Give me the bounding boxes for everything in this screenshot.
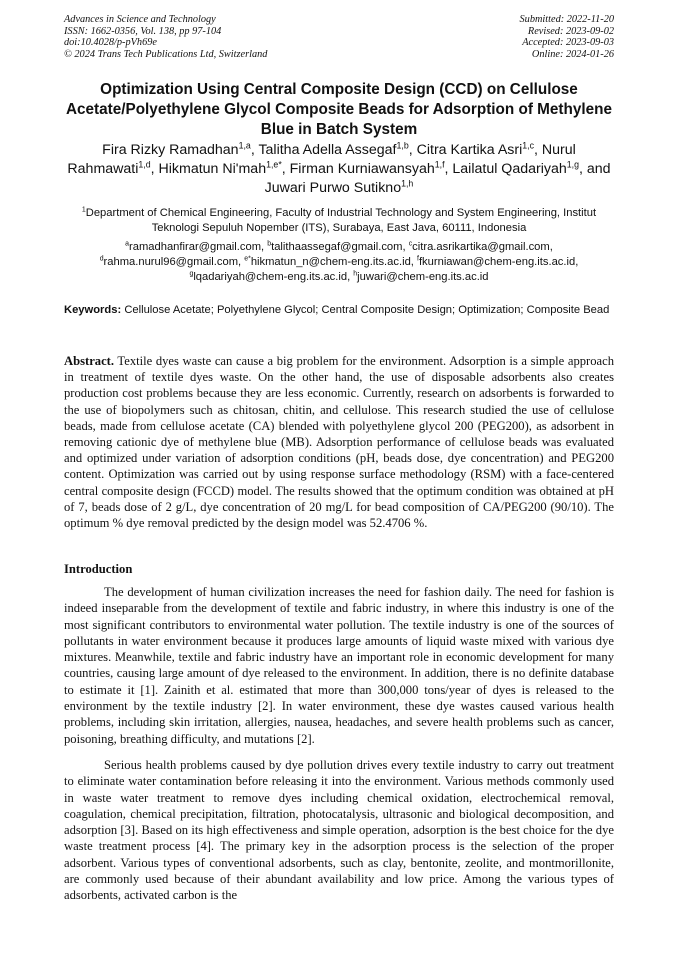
author-affiliation-marker: 1,g (566, 159, 579, 170)
email-address[interactable]: fkurniawan@chem-eng.its.ac.id (418, 256, 576, 268)
email-marker: e* (244, 255, 251, 263)
email-marker: b (267, 240, 272, 248)
author-name: Talitha Adella Assegaf (258, 142, 397, 158)
author-affiliation-marker: 1,d (138, 159, 151, 170)
date-accepted: Accepted: 2023-09-03 (522, 37, 614, 48)
email-marker: c (408, 240, 413, 248)
introduction-heading: Introduction (64, 562, 133, 576)
author-affiliation-marker: 1,e* (266, 159, 282, 170)
submission-dates (520, 14, 614, 60)
affiliation-text: Department of Chemical Engineering, Faculty of Industrial Technology and System Engineering, Institut Teknologi Sepuluh Nopember (ITS), Surabaya, East Java, 60111, Indonesia (85, 207, 597, 234)
email-address[interactable]: juwari@chem-eng.its.ac.id (357, 271, 489, 283)
keywords-label: Keywords: (64, 304, 122, 316)
author-affiliation-marker: 1,c (522, 140, 535, 151)
journal-doi: doi:10.4028/p-pVh69e (64, 37, 157, 48)
introduction-paragraph-2: Serious health problems caused by dye pollution drives every textile industry to carry out treatment to eliminate water contamination before releasing it into the environment. Various methods commonly used in waste water treatment to remove dyes including chemical oxidation, electrochemical removal, coagulation, chemical precipitation, filtration, photocatalysis, ultrasonic and biological decomposition, and adsorption [3]. Based on its high effectiveness and simple operation, adsorption is the best choice for the dye waste treatment process [4]. The primary key in the adsorption process is the selection of the proper adsorbent. Various types of conventional adsorbents, such as clay, bentonite, zeolite, and montmorillonite, are commonly used because of their abundant availability and low price. Among the various types of adsorbents, activated carbon is the (64, 758, 614, 903)
author-name: Fira Rizky Ramadhan (102, 142, 239, 158)
author-affiliation-marker: 1,a (238, 140, 251, 151)
email-address[interactable]: ramadhanfirar@gmail.com (129, 241, 262, 253)
abstract (64, 353, 614, 531)
date-submitted: Submitted: 2022-11-20 (519, 14, 614, 25)
email-address[interactable]: talithaassegaf@gmail.com (271, 241, 403, 253)
author-name: Juwari Purwo Sutikno (264, 180, 402, 196)
journal-name: Advances in Science and Technology (64, 14, 216, 25)
email-list: $^a$ramadhanfirar@gmail.com, $^b$talithaassegaf@gmail.com, $^c$citra.asrikartika@gmail.com, $^d$rahma.nurul96@gmail.com, $^{e*}$hikmatun_n@chem-eng.its.ac.id, $^f$fkurniawan@chem-eng.its.ac.id, $^g$lqadariyah@chem-eng.its.ac.id, $^h$juwari@chem-eng.its.ac.id (99, 240, 579, 283)
email-address[interactable]: lqadariyah@chem-eng.its.ac.id (193, 271, 348, 283)
author-affiliation-marker: 1,b (396, 140, 409, 151)
email-marker: d (99, 255, 104, 263)
date-revised: Revised: 2023-09-02 (527, 25, 614, 37)
author-name: Lailatul Qadariyah (452, 161, 567, 177)
email-address[interactable]: citra.asrikartika@gmail.com (412, 241, 550, 253)
email-marker: f (417, 255, 419, 263)
affiliation (64, 206, 614, 236)
keywords (64, 303, 614, 318)
paper-title: Optimization Using Central Composite Design (CCD) on Cellulose Acetate/Polyethylene Glycol Composite Beads for Adsorption of Methylene Blue in Batch System (66, 81, 612, 138)
author-affiliation-marker: 1,h (401, 178, 414, 189)
author-affiliation-marker: 1,f (434, 159, 445, 170)
date-online: Online: 2024-01-26 (531, 48, 614, 60)
journal-info (64, 14, 267, 60)
keywords-text: Cellulose Acetate; Polyethylene Glycol; Central Composite Design; Optimization; Composite Bead (124, 304, 610, 316)
introduction-paragraph-1: The development of human civilization increases the need for fashion daily. The need for fashion is indeed inseparable from the development of textile and fabric industry, in where this industry is one of the most significant contributors to environmental water pollution. The textile industry is one of the sources of pollutants in water environment because it produces large amounts of liquid waste mixed with various dye mixtures. Meanwhile, textile and fabric industry have an important role in economic development for many countries, causing large amount of dye released to the environment. In addition, there is no definite database to estimate it [1]. Zainith et al. estimated that more than 300,000 tons/year of dyes is released to the environment by the textile industry [2]. In water environment, these dye wastes caused various health problems, including skin irritation, allergies, nausea, headaches, and severe health problems such as cancer, poisoning, breathing difficulty, and mutations [2]. (64, 585, 614, 746)
email-marker: g (189, 270, 194, 278)
author-name: Firman Kurniawansyah (289, 161, 435, 177)
author-list: Fira Rizky Ramadhan$^{1,a}$, Talitha Adella Assegaf$^{1,b}$, Citra Kartika Asri$^{1,c}$, Nurul Rahmawati$^{1,d}$, Hikmatun Ni'mah$^{1,e*}$, Firman Kurniawansyah$^{1,f}$, Lailatul Qadariyah$^{1,g}$, and Juwari Purwo Sutikno$^{1,h}$ (67, 140, 611, 196)
email-marker: a (125, 240, 130, 248)
author-name: Nurul Rahmawati (67, 142, 576, 177)
author-name: Citra Kartika Asri (416, 142, 523, 158)
journal-copyright: © 2024 Trans Tech Publications Ltd, Switzerland (64, 48, 268, 60)
abstract-label: Abstract. (64, 354, 115, 368)
journal-issn: ISSN: 1662-0356, Vol. 138, pp 97-104 (64, 25, 222, 37)
email-address[interactable]: hikmatun_n@chem-eng.its.ac.id (250, 256, 411, 268)
email-address[interactable]: rahma.nurul96@gmail.com (103, 256, 239, 268)
affiliation-marker: 1 (81, 206, 86, 214)
abstract-text: Textile dyes waste can cause a big problem for the environment. Adsorption is a simple approach in treatment of textile dyes waste. On the other hand, the use of disposable adsorbents also creates production cost problems because they are less economic. Currently, research on adsorbents is forwarded to the use of biopolymers such as chitosan, chitin, and cellulose. This research studied the use of cellulose beads, made from cellulose acetate (CA) blended with polyethylene glycol 200 (PEG200), as adsorbent in removing cationic dye of methylene blue (MB). Adsorption performance of cellulose beads was evaluated and optimized under variation of adsorption conditions (pH, beads dose, dye concentration) and PEG200 content. Optimization was carried out by using response surface methodology (RSM) with a face-centered central composite design (FCCD) model. The results showed that the optimum condition was obtained at pH of 7, beads dose of 2 g/L, dye concentration of 20 mg/L for bead composition of CA/PEG200 (90/10). The optimum % dye removal predicted by the design model was 52.4706 %. (64, 354, 615, 531)
author-name: Hikmatun Ni'mah (158, 161, 267, 177)
email-marker: h (353, 270, 358, 278)
